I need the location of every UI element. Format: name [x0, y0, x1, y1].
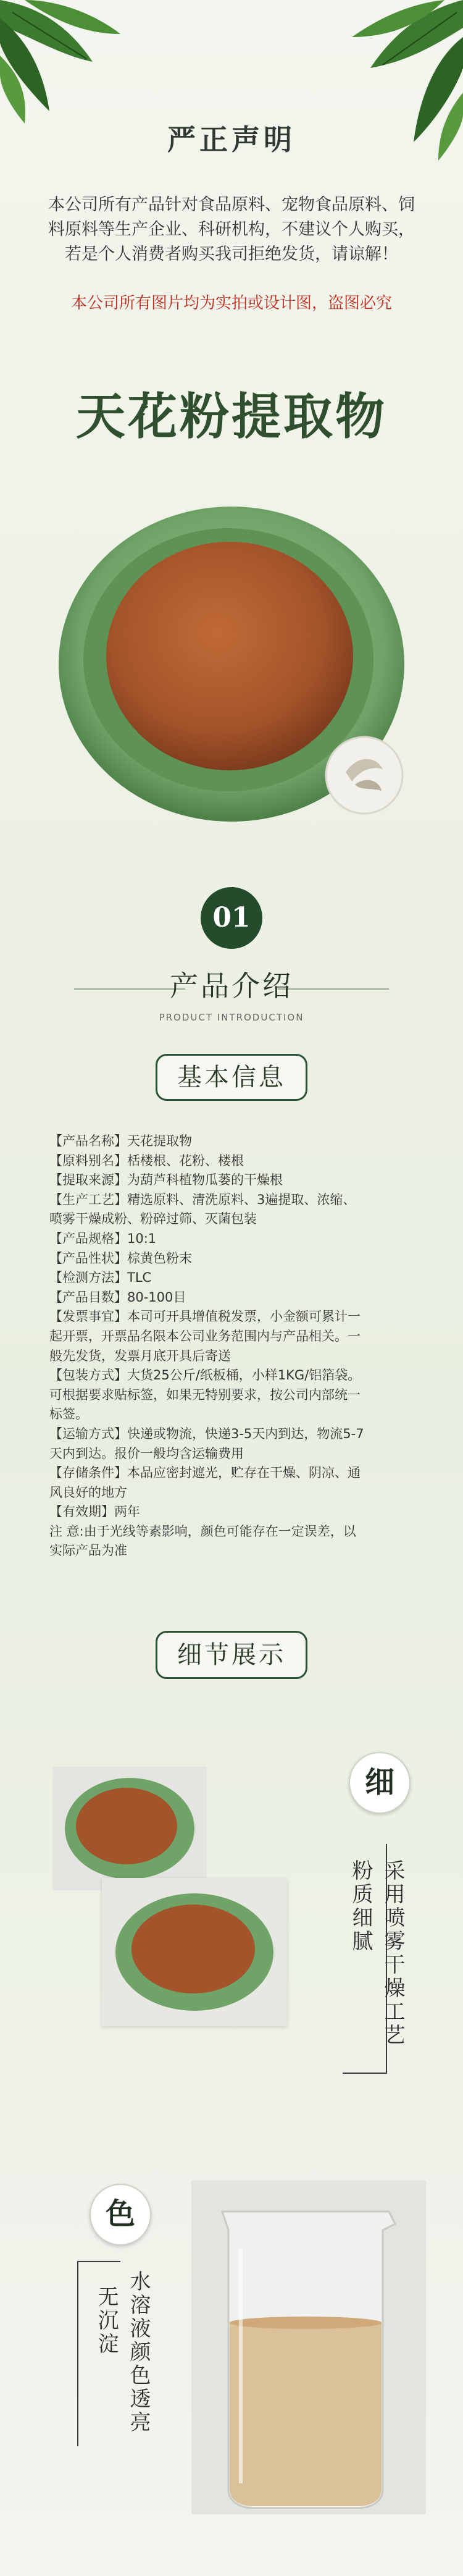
basic-info-label: 基本信息	[156, 1054, 307, 1101]
info-line: 【包装方式】大货25公斤/纸板桶，小样1KG/铝箔袋。	[49, 1368, 361, 1383]
badge-color: 色	[90, 2184, 151, 2246]
info-line: 般先发货，发票月底开具后寄送	[49, 1348, 231, 1363]
info-line: 天内到达。报价一般均含运输费用	[49, 1446, 244, 1461]
info-line: 【产品性状】棕黄色粉末	[49, 1250, 192, 1266]
info-line: 风良好的地方	[49, 1484, 127, 1500]
info-line: 【运输方式】快递或物流，快递3-5天内到达，物流5-7	[49, 1426, 364, 1441]
fine-feature-text: 采用喷雾干燥工艺	[380, 1859, 405, 2047]
basic-info-list	[49, 1132, 420, 1561]
color-feature-text: 无沉淀	[94, 2286, 119, 2356]
info-line: 【有效期】两年	[49, 1504, 140, 1520]
info-line: 【生产工艺】精选原料、清洗原料、3遍提取、浓缩、	[49, 1192, 356, 1207]
section-title: 产品介绍	[170, 969, 293, 1003]
info-line: 【提取来源】为葫芦科植物瓜蒌的干燥根	[49, 1172, 283, 1188]
bracket-line	[77, 2261, 78, 2446]
product-title: 天花粉提取物	[76, 388, 387, 445]
declaration-title: 严正声明	[167, 123, 296, 156]
declaration-body: 本公司所有产品针对食品原料、宠物食品原料、饲料原料等生产企业、科研机构，不建议个人购买，若是个人消费者购买我司拒绝发货，请谅解！	[48, 195, 415, 264]
info-line: 【产品目数】80-100目	[49, 1289, 186, 1305]
info-line: 【发票事宜】本司可开具增值税发票，小金额可累计一	[49, 1309, 361, 1324]
info-line: 起开票，开票品名限本公司业务范围内与产品相关。一	[49, 1328, 361, 1344]
leaf-decoration-left	[0, 0, 123, 124]
info-line: 【产品名称】天花提取物	[49, 1134, 192, 1148]
declaration-notice: 本公司所有图片均为实拍或设计图，盗图必究	[70, 294, 392, 313]
badge-fine: 细	[349, 1752, 411, 1814]
info-line: 【存储条件】本品应密封遮光，贮存在干燥、阴凉、通	[49, 1465, 361, 1481]
color-feature-text: 水溶液颜色透亮	[126, 2270, 151, 2435]
beaker-photo	[185, 2174, 432, 2520]
info-line: 可根据要求贴标签，如果无特别要求，按公司内部统一	[49, 1387, 361, 1402]
bracket-line	[77, 2261, 120, 2262]
fine-feature-text: 粉质细腻	[348, 1859, 373, 1953]
powder-photo-2	[102, 1878, 287, 2026]
info-line: 实际产品为准	[49, 1543, 127, 1559]
powder-photo-1	[52, 1767, 207, 1890]
info-line: 标签。	[49, 1407, 88, 1422]
section-subtitle: PRODUCT INTRODUCTION	[159, 1012, 304, 1023]
hero-bowl-image	[56, 494, 407, 828]
info-line: 喷雾干燥成粉、粉碎过筛、灭菌包装	[49, 1211, 257, 1227]
section-number: 01	[201, 887, 262, 949]
bracket-line	[343, 2073, 387, 2074]
detail-label: 细节展示	[156, 1631, 307, 1679]
info-line: 【原料别名】栝楼根、花粉、楼根	[49, 1153, 244, 1168]
info-line: 【产品规格】10:1	[49, 1231, 157, 1246]
info-line: 【检测方法】TLC	[49, 1270, 152, 1286]
info-line: 注 意:由于光线等素影响，颜色可能存在一定误差，以	[49, 1523, 356, 1539]
